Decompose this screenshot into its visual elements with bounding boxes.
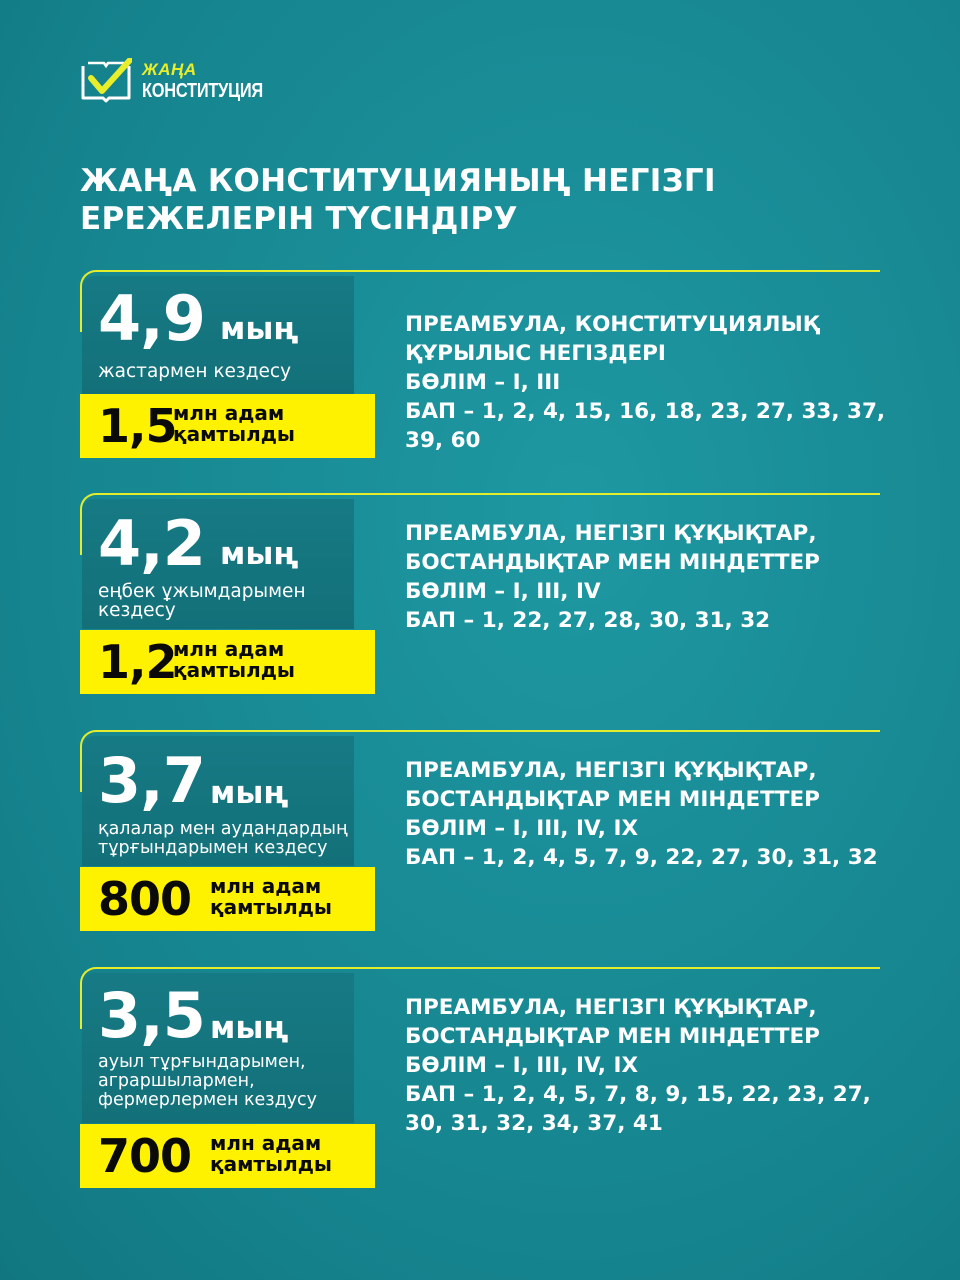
- provision-line: ПРЕАМБУЛА, НЕГІЗГІ ҚҰҚЫҚТАР,: [405, 995, 817, 1020]
- reach-text: [173, 639, 295, 681]
- reach-box: [80, 630, 375, 694]
- reach-text-line: млн адам: [210, 1131, 322, 1155]
- reach-text-line: қамтылды: [210, 895, 332, 919]
- stat-card-3: [80, 730, 880, 935]
- meeting-unit: мың: [210, 775, 289, 811]
- desc-line: фермерлермен кездусу: [98, 1090, 318, 1110]
- provision-line: 30, 31, 32, 34, 37, 41: [405, 1111, 663, 1136]
- meeting-count: 3,7: [98, 744, 205, 817]
- reach-number: 800: [98, 872, 192, 926]
- desc-line: кездесу: [98, 600, 176, 621]
- meeting-description: [98, 820, 368, 858]
- provision-line: БӨЛІМ – I, III, IV: [405, 579, 601, 604]
- provision-line: ПРЕАМБУЛА, НЕГІЗГІ ҚҰҚЫҚТАР,: [405, 758, 817, 783]
- reach-text: [210, 876, 332, 918]
- reach-text: [173, 403, 295, 445]
- title-line2: ЕРЕЖЕЛЕРІН ТҮСІНДІРУ: [80, 201, 518, 237]
- provision-line: БӨЛІМ – I, III, IV, IX: [405, 1053, 639, 1078]
- reach-text-line: млн адам: [173, 637, 285, 661]
- reach-text-line: қамтылды: [173, 658, 295, 682]
- reach-text: [210, 1133, 332, 1175]
- reach-number: 700: [98, 1129, 192, 1183]
- reach-box: [80, 394, 375, 458]
- meeting-count: 4,9: [98, 282, 205, 355]
- stat-card-1: [80, 270, 886, 460]
- book-check-icon: [80, 58, 132, 104]
- provision-line: БӨЛІМ – I, III: [405, 370, 561, 395]
- meeting-count: 3,5: [98, 979, 205, 1052]
- desc-line: тұрғындарымен кездесу: [98, 838, 328, 858]
- reach-text-line: қамтылды: [210, 1152, 332, 1176]
- desc-line: еңбек ұжымдарымен: [98, 581, 306, 602]
- provision-line: 39, 60: [405, 428, 481, 453]
- reach-box: [80, 867, 375, 931]
- provision-line: БОСТАНДЫҚТАР МЕН МІНДЕТТЕР: [405, 787, 820, 812]
- meeting-count: 4,2: [98, 507, 205, 580]
- meeting-unit: мың: [220, 311, 299, 347]
- reach-number: 1,2: [98, 635, 177, 689]
- reach-box: [80, 1124, 375, 1188]
- provisions-list: [405, 310, 885, 455]
- provision-line: БОСТАНДЫҚТАР МЕН МІНДЕТТЕР: [405, 1024, 820, 1049]
- reach-number: 1,5: [98, 399, 177, 453]
- reach-text-line: млн адам: [173, 401, 285, 425]
- stat-card-2: [80, 493, 880, 698]
- page-title: [80, 162, 900, 238]
- provisions-list: [405, 756, 878, 872]
- desc-line: ауыл тұрғындарымен,: [98, 1052, 306, 1072]
- meeting-description: [98, 582, 368, 620]
- provisions-list: [405, 993, 871, 1138]
- stat-card-4: [80, 967, 880, 1192]
- provision-line: БОСТАНДЫҚТАР МЕН МІНДЕТТЕР: [405, 550, 820, 575]
- provision-line: БАП – 1, 2, 4, 15, 16, 18, 23, 27, 33, 37,: [405, 399, 886, 424]
- desc-line: қалалар мен аудандардың: [98, 819, 348, 839]
- provision-line: ПРЕАМБУЛА, КОНСТИТУЦИЯЛЫҚ: [405, 312, 820, 337]
- reach-text-line: млн адам: [210, 874, 322, 898]
- logo-text-line2: КОНСТИТУЦИЯ: [142, 80, 263, 102]
- meeting-description: [98, 1053, 368, 1110]
- logo-text-line1: ЖАҢА: [142, 60, 197, 79]
- provision-line: БАП – 1, 22, 27, 28, 30, 31, 32: [405, 608, 771, 633]
- meeting-unit: мың: [220, 536, 299, 572]
- provision-line: ҚҰРЫЛЫС НЕГІЗДЕРІ: [405, 341, 666, 366]
- provision-line: БАП – 1, 2, 4, 5, 7, 9, 22, 27, 30, 31, 32: [405, 845, 878, 870]
- desc-line: аграршылармен,: [98, 1071, 255, 1091]
- provision-line: ПРЕАМБУЛА, НЕГІЗГІ ҚҰҚЫҚТАР,: [405, 521, 817, 546]
- reach-text-line: қамтылды: [173, 422, 295, 446]
- provision-line: БӨЛІМ – I, III, IV, IX: [405, 816, 639, 841]
- meeting-description: [98, 362, 368, 381]
- provision-line: БАП – 1, 2, 4, 5, 7, 8, 9, 15, 22, 23, 27,: [405, 1082, 871, 1107]
- meeting-unit: мың: [210, 1010, 289, 1046]
- desc-line: жастармен кездесу: [98, 361, 292, 382]
- provisions-list: [405, 519, 820, 635]
- title-line1: ЖАҢА КОНСТИТУЦИЯНЫҢ НЕГІЗГІ: [80, 163, 716, 199]
